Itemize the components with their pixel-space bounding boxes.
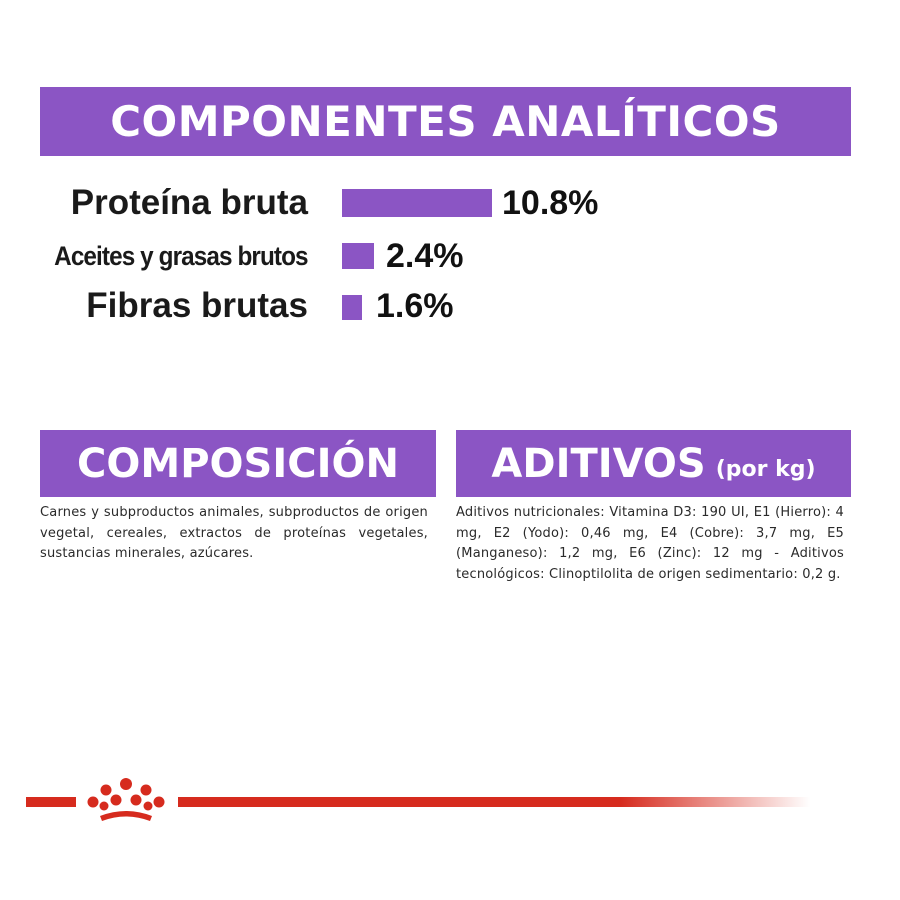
additives-banner bbox=[456, 430, 851, 497]
nutrient-value: 10.8% bbox=[502, 184, 599, 222]
composition-text: Carnes y subproductos animales, subproductos de origen vegetal, cereales, extractos de proteínas vegetales, sustancias minerales, azúcares. bbox=[40, 505, 428, 561]
nutrient-row-fat bbox=[0, 236, 900, 276]
footer-red-line-left bbox=[26, 797, 76, 807]
additives-title: ADITIVOS bbox=[491, 440, 706, 487]
nutrient-value: 2.4% bbox=[386, 237, 464, 275]
analytic-components-banner bbox=[40, 87, 851, 156]
composition-title: COMPOSICIÓN bbox=[77, 440, 399, 487]
additives-title-suffix: (por kg) bbox=[715, 457, 816, 482]
nutrient-bar bbox=[342, 189, 492, 217]
composition-banner bbox=[40, 430, 436, 497]
nutrient-row-fiber bbox=[0, 286, 900, 326]
royal-canin-crown-icon bbox=[82, 772, 170, 828]
nutrient-value: 1.6% bbox=[376, 287, 454, 325]
additives-text: Aditivos nutricionales: Vitamina D3: 190 UI, E1 (Hierro): 4 mg, E2 (Yodo): 0,46 mg, E4 (Cobre): 3,7 mg, E5 (Manganeso): 1,2 mg, E6 (Zinc): 12 mg - Aditivos tecnológicos: Clinoptilolita de origen sedimentario: 0,2 g. bbox=[456, 505, 844, 582]
nutrient-bar bbox=[342, 243, 374, 269]
analytic-components-title: COMPONENTES ANALÍTICOS bbox=[110, 97, 781, 146]
nutrient-row-protein bbox=[0, 183, 900, 223]
nutrient-label: Aceites y grasas brutos bbox=[54, 241, 308, 271]
nutrient-label: Proteína bruta bbox=[70, 183, 308, 222]
footer-red-line-right bbox=[178, 797, 810, 807]
nutrient-bar bbox=[342, 295, 362, 320]
nutrient-label: Fibras brutas bbox=[86, 286, 308, 325]
